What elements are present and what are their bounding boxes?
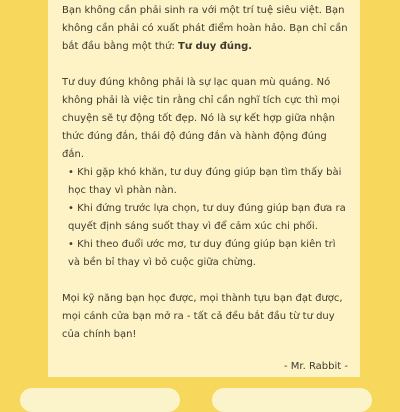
intro-text: Bạn không cần phải sinh ra với một trí tuệ siêu việt. Bạn không cần phải có xuất phát điểm hoàn hảo. Bạn chỉ cần bắt đầu bằng một thứ: [62, 5, 348, 52]
bullet-item: • Khi theo đuổi ước mơ, tư duy đúng giúp bạn kiên trì và bền bỉ thay vì bỏ cuộc giữa chừng. [68, 239, 336, 268]
signature: - Mr. Rabbit - [283, 361, 348, 372]
intro-paragraph [62, 2, 348, 56]
quote-card [48, 0, 360, 377]
bottom-right-button[interactable] [212, 388, 372, 412]
closing-paragraph: Mọi kỹ năng bạn học được, mọi thành tựu bạn đạt được, mọi cánh cửa bạn mở ra - tất cả đều bắt đầu từ tư duy của chính bạn! [62, 293, 343, 340]
body-paragraph: Tư duy đúng không phải là sự lạc quan mù quáng. Nó không phải là việc tin rằng chỉ cần nghĩ tích cực thì mọi chuyện sẽ tự động tốt đẹp. Nó là sự kết hợp giữa nhận thức đúng đắn, thái độ đúng đắn và hành động đúng đắn. [62, 77, 340, 160]
paragraph-spacer [62, 272, 348, 290]
bottom-left-button[interactable] [20, 388, 180, 412]
intro-highlight: Tư duy đúng. [178, 41, 253, 52]
bullet-item: • Khi đứng trước lựa chọn, tư duy đúng giúp bạn đưa ra quyết định sáng suốt thay vì để cảm xúc chi phối. [68, 203, 346, 232]
bullet-list [62, 164, 348, 272]
paragraph-spacer [62, 56, 348, 74]
bullet-item: • Khi gặp khó khăn, tư duy đúng giúp bạn tìm thấy bài học thay vì phàn nàn. [68, 167, 342, 196]
